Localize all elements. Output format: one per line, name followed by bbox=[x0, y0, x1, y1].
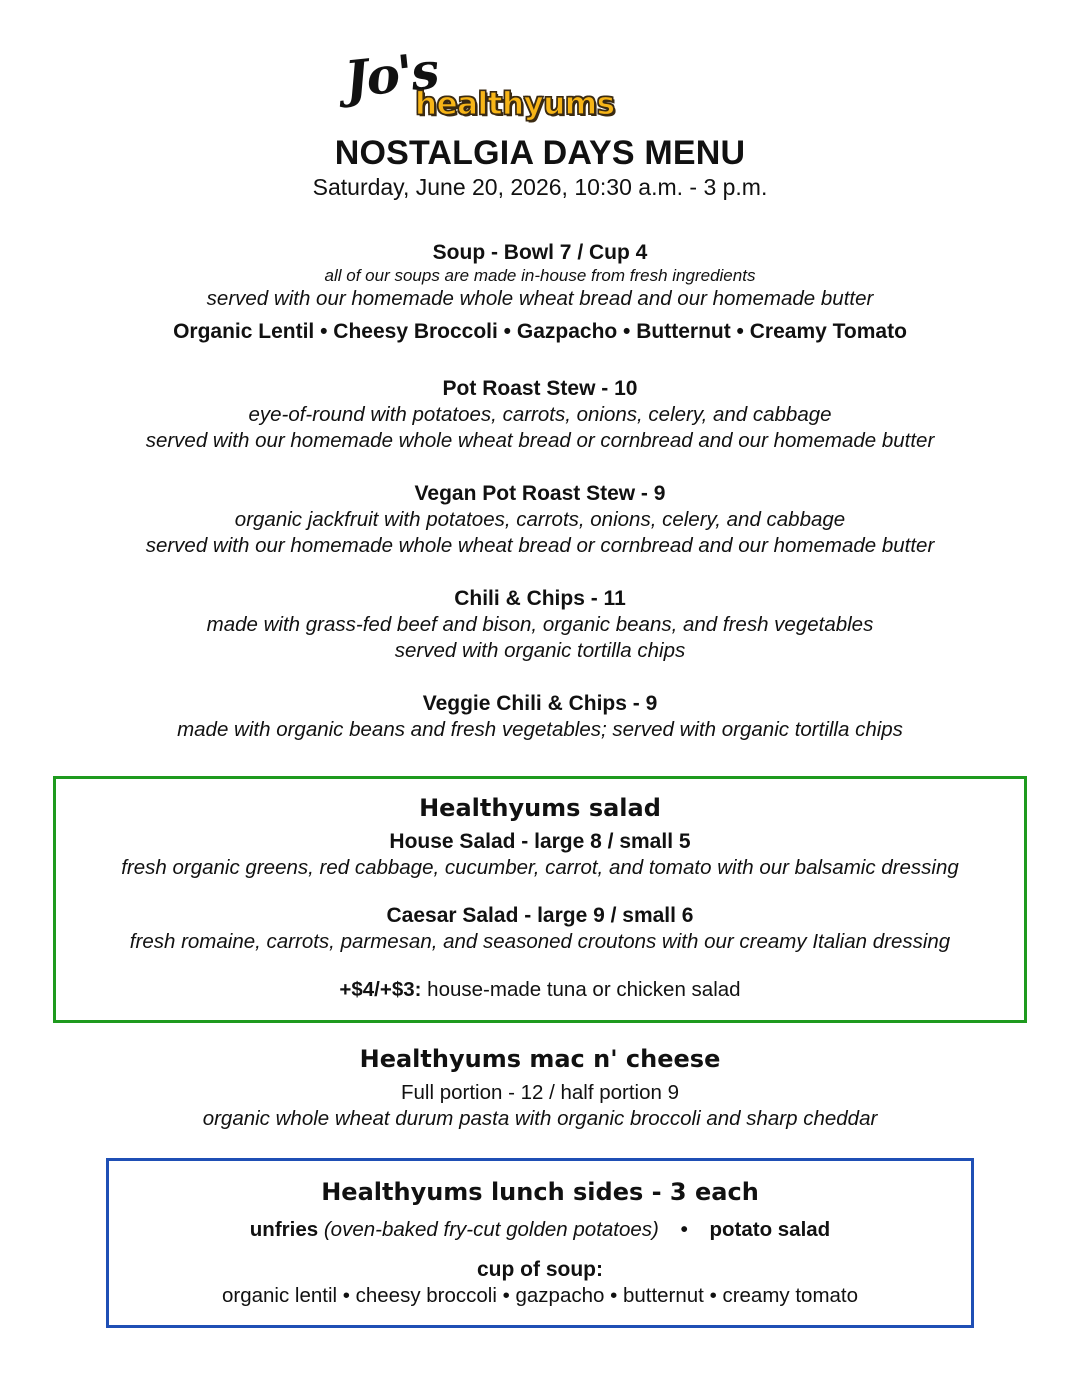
mac-heading: Healthyums mac n' cheese bbox=[359, 1045, 721, 1073]
pot-roast-desc: eye-of-round with potatoes, carrots, onions, celery, and cabbage bbox=[248, 403, 832, 426]
sides-box bbox=[106, 1158, 974, 1328]
chili-name: Chili & Chips - 11 bbox=[454, 587, 626, 610]
unfries-label: unfries bbox=[249, 1218, 319, 1241]
house-salad-name: House Salad - large 8 / small 5 bbox=[389, 830, 691, 853]
veggie-chili-desc: made with organic beans and fresh vegetables; served with organic tortilla chips bbox=[177, 718, 903, 741]
pot-roast-name: Pot Roast Stew - 10 bbox=[442, 377, 638, 400]
vegan-pot-roast-served: served with our homemade whole wheat bread or cornbread and our homemade butter bbox=[145, 534, 935, 557]
caesar-salad-desc: fresh romaine, carrots, parmesan, and seasoned croutons with our creamy Italian dressing bbox=[129, 930, 951, 953]
salad-heading: Healthyums salad bbox=[419, 794, 661, 822]
salad-addon bbox=[56, 977, 1024, 1003]
addon-price: +$4/+$3: bbox=[339, 978, 422, 1001]
vegan-pot-roast-section bbox=[0, 481, 1080, 559]
menu-title: NOSTALGIA DAYS MENU bbox=[334, 134, 746, 172]
sides-heading: Healthyums lunch sides - 3 each bbox=[321, 1178, 759, 1206]
pot-roast-served: served with our homemade whole wheat bread or cornbread and our homemade butter bbox=[145, 429, 935, 452]
sides-options bbox=[109, 1217, 971, 1243]
addon-text: house-made tuna or chicken salad bbox=[421, 978, 741, 1001]
soup-served: served with our homemade whole wheat bread and our homemade butter bbox=[206, 287, 874, 310]
soup-flavors: Organic Lentil • Cheesy Broccoli • Gazpacho • Butternut • Creamy Tomato bbox=[173, 320, 907, 343]
vegan-pot-roast-desc: organic jackfruit with potatoes, carrots, onions, celery, and cabbage bbox=[234, 508, 846, 531]
chili-served: served with organic tortilla chips bbox=[394, 639, 686, 662]
veggie-chili-name: Veggie Chili & Chips - 9 bbox=[422, 692, 658, 715]
sides-bullet: • bbox=[680, 1218, 688, 1241]
soup-name: Soup - Bowl 7 / Cup 4 bbox=[432, 241, 648, 264]
unfries-desc: (oven-baked fry-cut golden potatoes) bbox=[318, 1218, 659, 1241]
soup-section bbox=[0, 240, 1080, 345]
menu-date: Saturday, June 20, 2026, 10:30 a.m. - 3 p.m. bbox=[312, 174, 768, 200]
caesar-salad-name: Caesar Salad - large 9 / small 6 bbox=[386, 904, 694, 927]
brand-logo bbox=[340, 40, 680, 138]
salad-box bbox=[53, 776, 1027, 1023]
mac-section bbox=[0, 1044, 1080, 1132]
vegan-pot-roast-name: Vegan Pot Roast Stew - 9 bbox=[414, 482, 666, 505]
soup-note: all of our soups are made in-house from fresh ingredients bbox=[324, 266, 756, 285]
cup-of-soup-label: cup of soup: bbox=[477, 1258, 603, 1281]
potato-salad-label: potato salad bbox=[709, 1218, 831, 1241]
chili-section bbox=[0, 586, 1080, 664]
logo-word: healthyums bbox=[415, 86, 615, 122]
veggie-chili-section bbox=[0, 691, 1080, 743]
chili-desc: made with grass-fed beef and bison, organic beans, and fresh vegetables bbox=[206, 613, 874, 636]
logo-script: Jo's bbox=[341, 40, 440, 109]
mac-desc: organic whole wheat durum pasta with organic broccoli and sharp cheddar bbox=[202, 1107, 878, 1130]
cup-of-soup-flavors: organic lentil • cheesy broccoli • gazpacho • butternut • creamy tomato bbox=[221, 1284, 859, 1307]
house-salad-desc: fresh organic greens, red cabbage, cucumber, carrot, and tomato with our balsamic dressing bbox=[121, 856, 959, 879]
mac-portions: Full portion - 12 / half portion 9 bbox=[400, 1081, 680, 1104]
pot-roast-section bbox=[0, 376, 1080, 454]
